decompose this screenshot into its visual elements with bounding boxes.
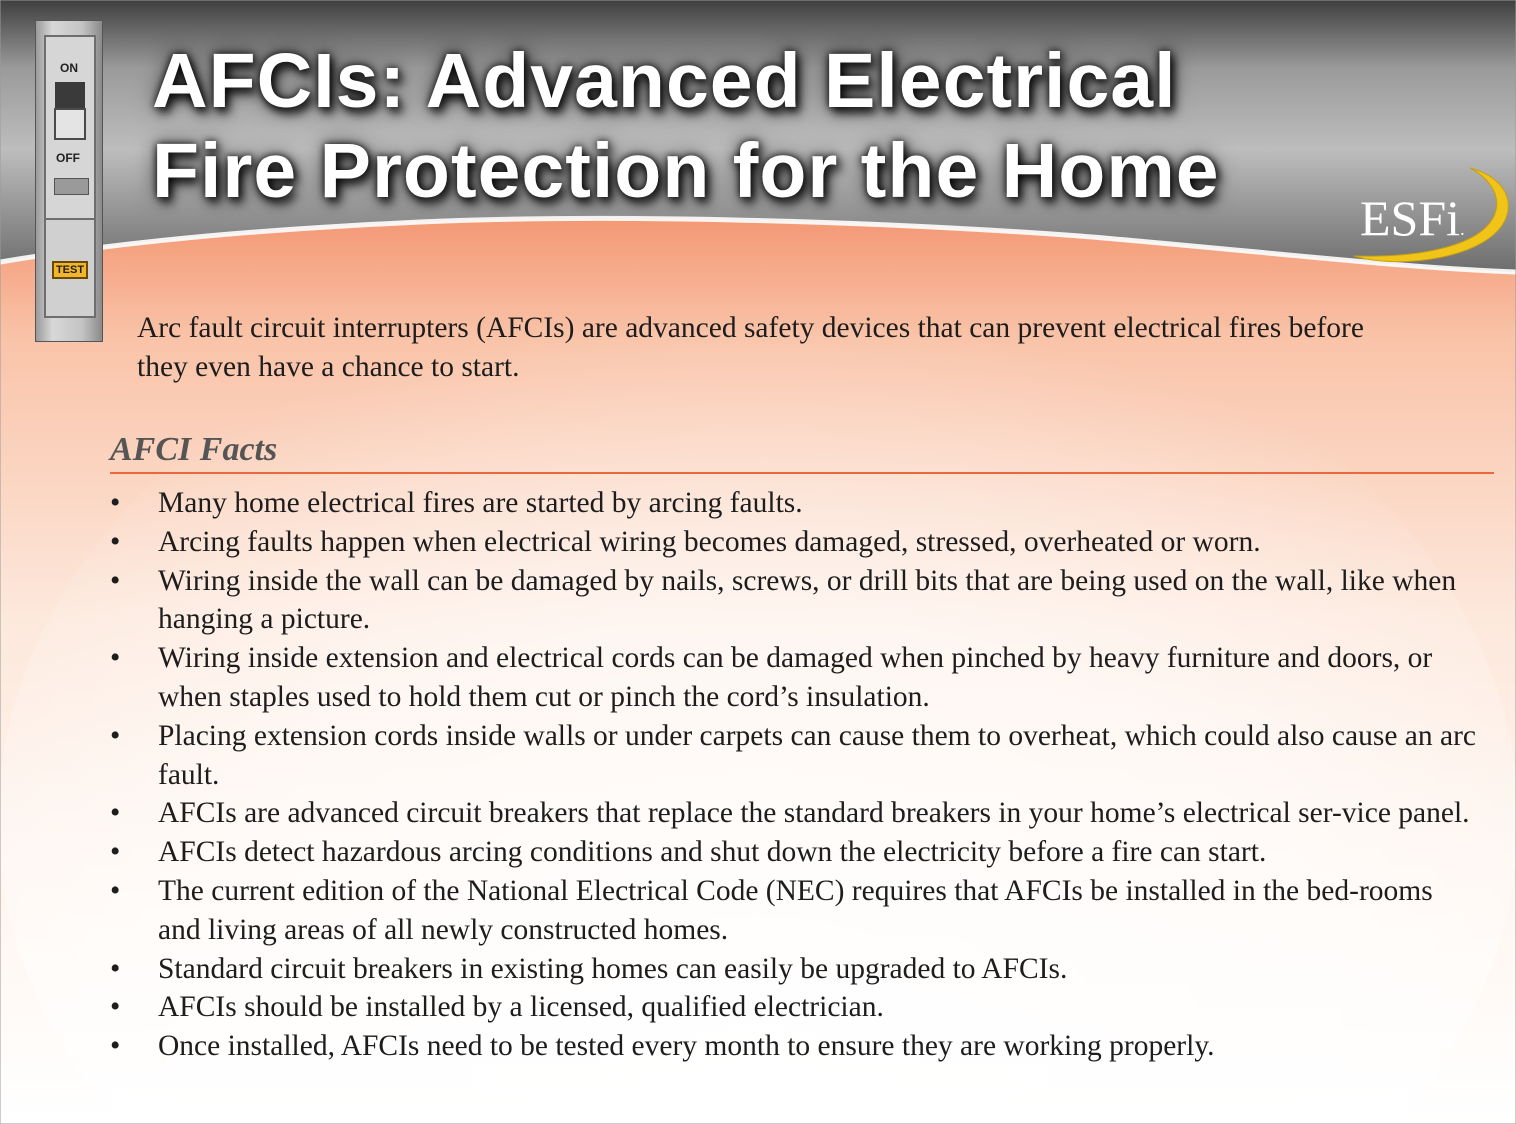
fact-item (110, 950, 1480, 989)
bullet-icon: • (110, 719, 121, 752)
bullet-icon: • (110, 952, 121, 985)
breaker-on-label: ON (60, 61, 78, 75)
bullet-icon: • (110, 487, 121, 519)
bullet-icon: • (110, 874, 121, 907)
title-line-1: AFCIs: Advanced Electrical (152, 38, 1177, 124)
facts-list (110, 484, 1480, 1066)
fact-item (110, 484, 1480, 523)
title-line-2: Fire Protection for the Home (152, 128, 1220, 214)
fact-item (110, 639, 1480, 717)
fact-text: Placing extension cords inside walls or under carpets can cause them to overheat, which could also cause an arc fault. (158, 719, 1477, 791)
logo-text: ESFi. (1360, 190, 1465, 246)
page-title (152, 36, 1220, 216)
fact-item (110, 1027, 1480, 1066)
circuit-breaker-graphic (35, 20, 103, 342)
fact-text: Wiring inside extension and electrical cords can be damaged when pinched by heavy furniture and doors, or when staples used to hold them cut or pinch the cord’s insulation. (158, 642, 1433, 713)
bullet-icon: • (110, 642, 121, 675)
fact-item (110, 562, 1480, 640)
intro-text: Arc fault circuit interrupters (AFCIs) are advanced safety devices that can prevent electrical fires before they even have a chance to start. (137, 312, 1364, 383)
breaker-toggle-bottom (54, 108, 86, 140)
fact-text: AFCIs are advanced circuit breakers that replace the standard breakers in your home’s electrical ser-vice panel. (158, 797, 1470, 830)
bullet-icon: • (110, 525, 121, 558)
fact-item (110, 872, 1480, 950)
fact-text: Once installed, AFCIs need to be tested every month to ensure they are working properly. (158, 1030, 1215, 1063)
facts-heading: AFCI Facts (110, 431, 278, 468)
fact-text: AFCIs detect hazardous arcing conditions and shut down the electricity before a fire can start. (158, 836, 1267, 869)
breaker-test-button: TEST (52, 261, 88, 279)
bullet-icon: • (110, 836, 121, 869)
fact-item (110, 794, 1480, 833)
fact-item (110, 988, 1480, 1027)
fact-text: Arcing faults happen when electrical wiring becomes damaged, stressed, overheated or worn. (158, 525, 1261, 558)
breaker-toggle-top (55, 82, 85, 108)
fact-item (110, 833, 1480, 872)
facts-divider (110, 472, 1494, 474)
fact-text: Standard circuit breakers in existing homes can easily be upgraded to AFCIs. (158, 952, 1068, 985)
fact-text: Wiring inside the wall can be damaged by nails, screws, or drill bits that are being used on the wall, like when hanging a picture. (158, 564, 1457, 636)
bullet-icon: • (110, 1030, 121, 1063)
fact-text: The current edition of the National Electrical Code (NEC) requires that AFCIs be installed in the bed-rooms and living areas of all newly constructed homes. (158, 874, 1433, 946)
fact-text: AFCIs should be installed by a licensed, qualified electrician. (158, 991, 884, 1024)
fact-item (110, 523, 1480, 562)
fact-text: Many home electrical fires are started by arcing faults. (158, 487, 803, 519)
breaker-off-label: OFF (56, 151, 80, 165)
esfi-logo (1340, 160, 1512, 272)
bullet-icon: • (110, 797, 121, 830)
fact-item (110, 717, 1480, 795)
bullet-icon: • (110, 564, 121, 597)
bullet-icon: • (110, 991, 121, 1024)
breaker-off-window (54, 178, 89, 195)
